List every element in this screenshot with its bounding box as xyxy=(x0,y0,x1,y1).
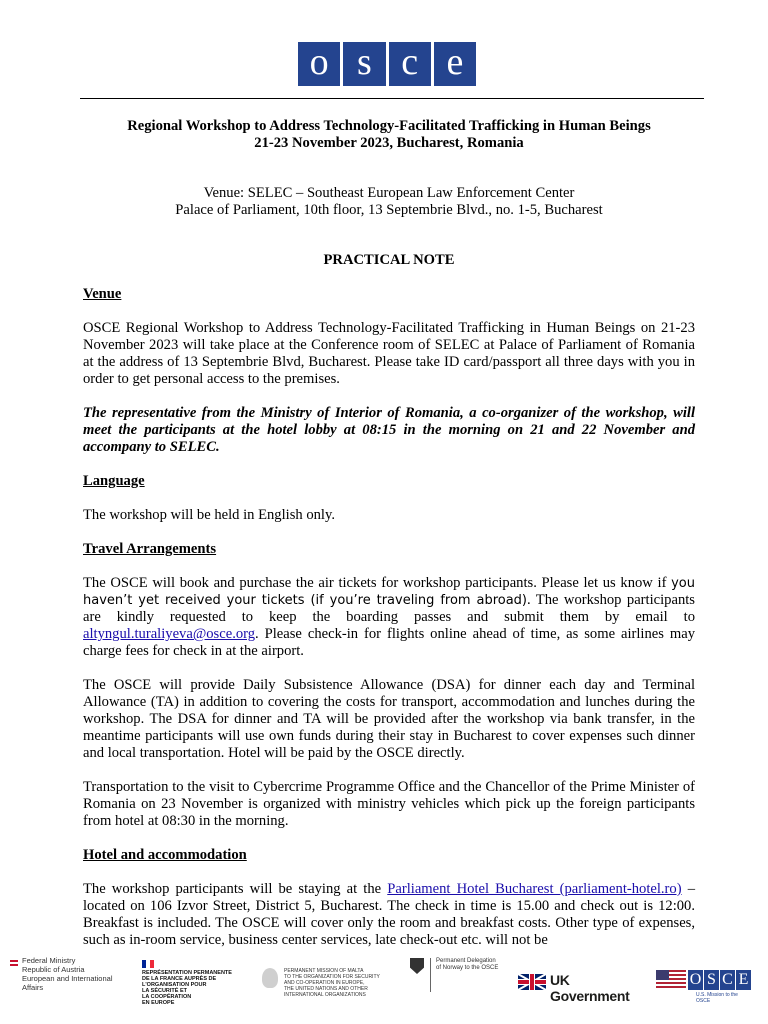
malta-line: TO THE ORGANIZATION FOR SECURITY xyxy=(284,974,380,980)
france-line: LA SÉCURITÉ ET xyxy=(142,988,188,994)
osce-logo xyxy=(298,42,476,86)
austria-flag-icon xyxy=(10,960,18,966)
uk-government-logo xyxy=(518,972,648,1004)
norway-line: Permanent Delegation xyxy=(436,958,496,964)
us-mission-osce-logo xyxy=(656,970,752,1006)
union-jack-icon xyxy=(518,974,546,990)
venue-paragraph: OSCE Regional Workshop to Address Technology-Facilitated Trafficking in Human Beings on 21-23 November 2023 will take place at the Conference room of SELEC at Palace of Parliament of Romania at the address of 13 Septembrie Blvd, Bucharest. Please take ID card/passport all three days with you in order to get personal access to the premises. xyxy=(83,320,695,387)
travel-text: . The workshop participants are kindly requested to keep the boarding passes and submit them by email to xyxy=(83,592,695,625)
hotel-text: – located on 106 Izvor Street, District 5, Bucharest. The check in time is 15.00 and check out is 12:00. Breakfast is included. The OSCE will cover only the room and breakfast costs. Other type of expenses, such as in-room service, business center services, late check-out etc. will not be xyxy=(83,881,695,948)
norway-lion-icon xyxy=(410,958,424,974)
section-heading-travel: Travel Arrangements xyxy=(83,541,217,557)
document-title xyxy=(83,118,695,152)
france-line: L'ORGANISATION POUR xyxy=(142,982,207,988)
malta-line: INTERNATIONAL ORGANIZATIONS xyxy=(284,992,366,998)
note-title: PRACTICAL NOTE xyxy=(323,252,455,268)
us-flag-icon xyxy=(656,970,686,990)
malta-line: THE UNITED NATIONS AND OTHER xyxy=(284,986,368,992)
malta-emblem-icon xyxy=(262,968,278,988)
hotel-text: The workshop participants will be staying at the xyxy=(83,881,388,897)
sponsor-footer xyxy=(10,956,760,1016)
divider xyxy=(430,958,431,992)
document-body xyxy=(83,118,695,949)
us-osce-letter: S xyxy=(704,970,719,990)
email-link[interactable]: altyngul.turaliyeva@osce.org xyxy=(83,626,256,642)
us-osce-letter: C xyxy=(720,970,735,990)
venue-address: Palace of Parliament, 10th floor, 13 Septembrie Blvd., no. 1-5, Bucharest xyxy=(175,202,603,218)
france-representation-logo xyxy=(142,960,237,1006)
travel-text: . Please check-in for flights online ahead of time, as some airlines may charge fees for check in at the airport. xyxy=(83,626,695,659)
austria-line: Federal Ministry xyxy=(22,956,76,965)
title-line: Regional Workshop to Address Technology-Facilitated Trafficking in Human Beings xyxy=(127,118,651,134)
france-line: REPRÉSENTATION PERMANENTE xyxy=(142,970,232,976)
venue-line: Venue: SELEC – Southeast European Law Enforcement Center xyxy=(203,185,575,201)
venue-header xyxy=(83,185,695,219)
france-line: LA COOPÉRATION xyxy=(142,994,192,1000)
france-line: DE LA FRANCE AUPRÈS DE xyxy=(142,976,217,982)
us-osce-letter: O xyxy=(689,971,702,988)
logo-letter: c xyxy=(389,42,431,86)
france-line: EN EUROPE xyxy=(142,1000,175,1006)
travel-ticket-text: you haven’t yet received your tickets (if you’re traveling from abroad) xyxy=(83,576,695,608)
travel-paragraph-1 xyxy=(83,575,695,660)
travel-paragraph-3: Transportation to the visit to Cybercrime Programme Office and the Chancellor of the Prime Minister of Romania on 23 November is organized with ministry vehicles which pick up the foreign participants from hotel at 08:30 in the morning. xyxy=(83,779,695,829)
uk-government-label: UK Government xyxy=(550,972,630,1004)
travel-text: The OSCE will book and purchase the air tickets for workshop participants. Please let us know if xyxy=(83,575,672,591)
section-heading-language: Language xyxy=(83,473,145,489)
france-flag-icon xyxy=(142,960,154,968)
travel-paragraph-2: The OSCE will provide Daily Subsistence Allowance (DSA) for dinner each day and Terminal Allowance (TA) in addition to covering the costs for transport, accommodation and lunches during the workshop. The DSA for dinner and TA will be provided after the workshop via bank transfer, in the meantime participants will use own funds during their stay in Bucharest to cover expenses such dinner and local transportation. Hotel will be paid by the OSCE directly. xyxy=(83,677,695,761)
us-mission-caption: U.S. Mission to the OSCE xyxy=(696,992,738,1004)
austria-line: Republic of Austria xyxy=(22,965,85,974)
logo-letter: e xyxy=(434,42,476,86)
us-osce-letter: E xyxy=(736,970,751,990)
malta-line: AND CO-OPERATION IN EUROPE, xyxy=(284,980,365,986)
logo-letter: s xyxy=(343,42,385,86)
header-divider xyxy=(80,98,704,99)
norway-line: of Norway to the OSCE xyxy=(436,965,499,971)
hotel-paragraph xyxy=(83,881,695,949)
logo-letter: o xyxy=(298,42,340,86)
malta-line: PERMANENT MISSION OF MALTA xyxy=(284,968,364,974)
section-heading-hotel: Hotel and accommodation xyxy=(83,847,247,863)
austria-line: Affairs xyxy=(22,983,44,992)
venue-notice: The representative from the Ministry of Interior of Romania, a co-organizer of the workshop, will meet the participants at the hotel lobby at 08:15 in the morning on 21 and 22 November and accompany to SELEC. xyxy=(83,405,695,455)
title-dates: 21-23 November 2023, Bucharest, Romania xyxy=(254,135,524,151)
section-heading-venue: Venue xyxy=(83,286,122,302)
language-paragraph: The workshop will be held in English only. xyxy=(83,507,335,523)
hotel-link[interactable]: Parliament Hotel Bucharest (parliament-hotel.ro) xyxy=(387,881,682,897)
austria-line: European and International xyxy=(22,974,113,983)
